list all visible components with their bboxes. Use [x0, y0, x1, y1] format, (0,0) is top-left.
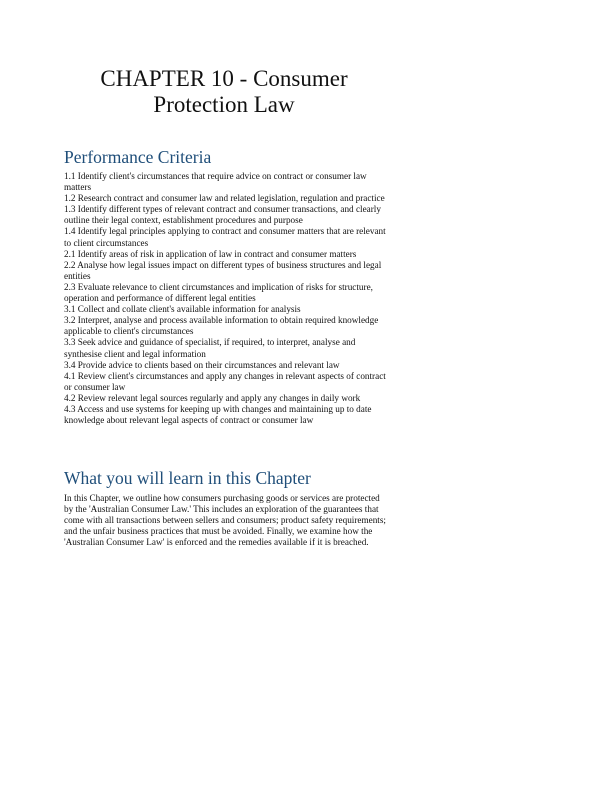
criteria-item-3-2: 3.2 Interpret, analyse and process available information to obtain required knowledge applicable to client's circumstances: [64, 315, 379, 337]
criteria-item-2-1: 2.1 Identify areas of risk in application of law in contract and consumer matters: [64, 248, 357, 259]
performance-criteria-heading: Performance Criteria: [64, 147, 212, 167]
criteria-item-3-3: 3.3 Seek advice and guidance of specialist, if required, to interpret, analyse and synthesise client and legal information: [64, 337, 356, 359]
criteria-item-4-2: 4.2 Review relevant legal sources regularly and apply any changes in daily work: [64, 392, 361, 403]
chapter-intro-paragraph: In this Chapter, we outline how consumers purchasing goods or services are protected by the 'Australian Consumer Law.' This includes an exploration of the guarantees that come with all transactions between sellers and consumers; product safety requirements; and the unfair business practices that must be avoided. Finally, we examine how the 'Australian Consumer Law' is enforced and the remedies available if it is breached.: [64, 493, 386, 548]
criteria-item-3-4: 3.4 Provide advice to clients based on their circumstances and relevant law: [64, 359, 340, 370]
criteria-item-1-2: 1.2 Research contract and consumer law and related legislation, regulation and practice: [64, 193, 385, 204]
criteria-item-3-1: 3.1 Collect and collate client's available information for analysis: [64, 304, 301, 315]
criteria-item-1-1: 1.1 Identify client's circumstances that require advice on contract or consumer law matters: [64, 171, 367, 193]
criteria-item-1-4: 1.4 Identify legal principles applying to contract and consumer matters that are relevant to client circumstances: [64, 226, 386, 248]
criteria-item-4-1: 4.1 Review client's circumstances and apply any changes in relevant aspects of contract or consumer law: [64, 370, 386, 392]
chapter-title-line-2: Protection Law: [153, 92, 295, 117]
learn-section-heading: What you will learn in this Chapter: [64, 468, 311, 488]
criteria-item-2-3: 2.3 Evaluate relevance to client circumstances and implication of risks for structure, operation and performance of different legal entities: [64, 281, 373, 304]
performance-criteria-list: [64, 171, 389, 426]
criteria-item-2-2: 2.2 Analyse how legal issues impact on different types of business structures and legal entities: [64, 259, 382, 281]
chapter-title: [64, 66, 384, 118]
criteria-item-1-3: 1.3 Identify different types of relevant contract and consumer transactions, and clearly outline their legal context, establishment procedures and purpose: [64, 204, 381, 226]
criteria-item-4-3: 4.3 Access and use systems for keeping up with changes and maintaining up to date knowledge about relevant legal aspects of contract or consumer law: [64, 403, 372, 426]
chapter-title-line-1: CHAPTER 10 - Consumer: [100, 66, 348, 91]
